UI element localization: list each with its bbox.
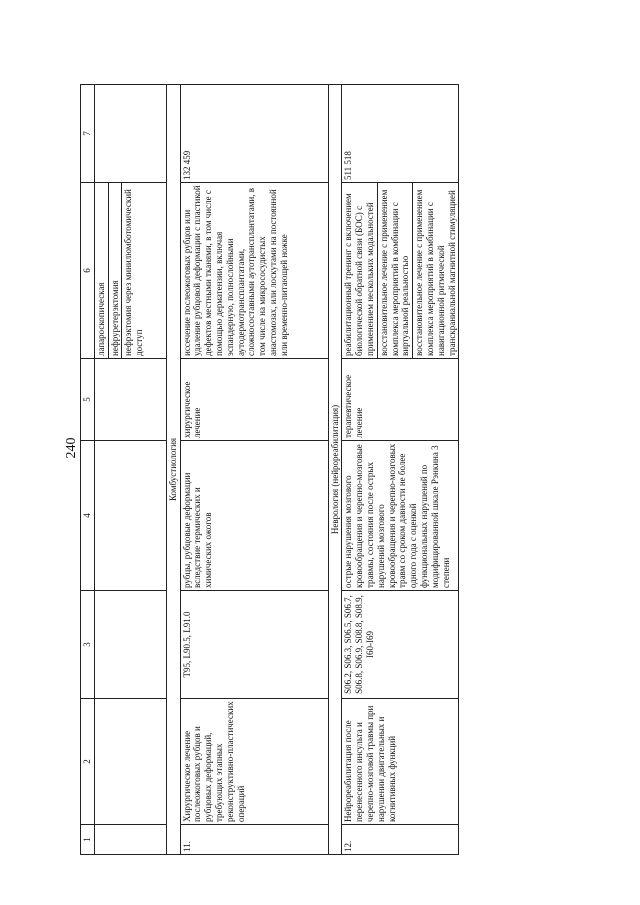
- method-item: нефрэктомия через минилюмботомический доступ: [121, 183, 146, 358]
- row-treatment: хирургическое лечение: [180, 359, 328, 441]
- row-codes: Т95, L90.5, L91.0: [180, 591, 328, 699]
- row-cost: 511 518: [342, 85, 459, 183]
- row-name: Нейрореабилитация после перенесенного инсульта и черепно-мозговой травмы при нарушении двигательных и когнитивных функций: [342, 699, 459, 825]
- row-method: иссечение послеожоговых рубцов или удаление рубцовой деформации с пластикой дефектов местными тканями, в том числе с помощью дерматензии, включая эспандерную, полнослойными аутодермотрансплантатами, сложносоставными аутотрансплантатами, в том числе на микрососудистых анастомозах, или лоскутами на постоянной или временно-питающей ножке: [180, 183, 328, 359]
- header-cell: 6: [81, 183, 95, 359]
- row-number: 12.: [342, 825, 459, 855]
- continuation-row: [94, 85, 166, 855]
- row-model: рубцы, рубцовые деформации вследствие термических и химических ожогов: [180, 441, 328, 591]
- header-row: [81, 85, 95, 855]
- methods-cell: [342, 183, 459, 359]
- row-cost: 132 459: [180, 85, 328, 183]
- method-item: реабилитационный тренинг с включением биологической обратной связи (БОС) с применением нескольких модальностей: [343, 193, 375, 356]
- row-number: 11.: [180, 825, 328, 855]
- method-item: восстановительное лечение с применением комплекса мероприятий в комбинации с виртуальной реальностью: [377, 183, 412, 358]
- method-item: нефруретерэктомия: [108, 183, 122, 358]
- section-title: Комбустиология: [166, 85, 180, 855]
- section-title: Неврология (нейрореабилитация): [328, 85, 342, 855]
- table-row: [180, 85, 328, 855]
- header-cell: 4: [81, 441, 95, 591]
- row-name: Хирургическое лечение послеожоговых рубцов и рубцовых деформаций, требующих этапных реконструктивно-пластических операций: [180, 699, 328, 825]
- header-cell: 2: [81, 699, 95, 825]
- header-cell: 1: [81, 825, 95, 855]
- row-model: острые нарушения мозгового кровообращения и черепно-мозговые травмы, состояния после острых нарушений мозгового кровообращения и черепно-мозговых травм со сроком давности не более одного года с оценкой функциональных нарушений по модифицированной шкале Рэнкина 3 степени: [342, 441, 459, 591]
- methods-cell: [94, 183, 166, 359]
- row-codes: S06.2, S06.3, S06.5, S06.7, S06.8, S06.9, S08.8, S08.9, I60-I69: [342, 591, 459, 699]
- method-item: восстановительное лечение с применением комплекса мероприятий в комбинации с навигационной ритмической транскраниальной магнитной стимуляцией: [412, 183, 458, 358]
- header-cell: 7: [81, 85, 95, 183]
- rotated-page: [80, 85, 630, 855]
- header-cell: 3: [81, 591, 95, 699]
- section-row: [166, 85, 180, 855]
- table-row: [342, 85, 459, 855]
- row-treatment: терапевтическое лечение: [342, 359, 459, 441]
- method-item: лапароскопическая: [95, 282, 106, 356]
- page-number: 240: [64, 437, 79, 459]
- header-cell: 5: [81, 359, 95, 441]
- care-table: [80, 84, 459, 855]
- section-row: [328, 85, 342, 855]
